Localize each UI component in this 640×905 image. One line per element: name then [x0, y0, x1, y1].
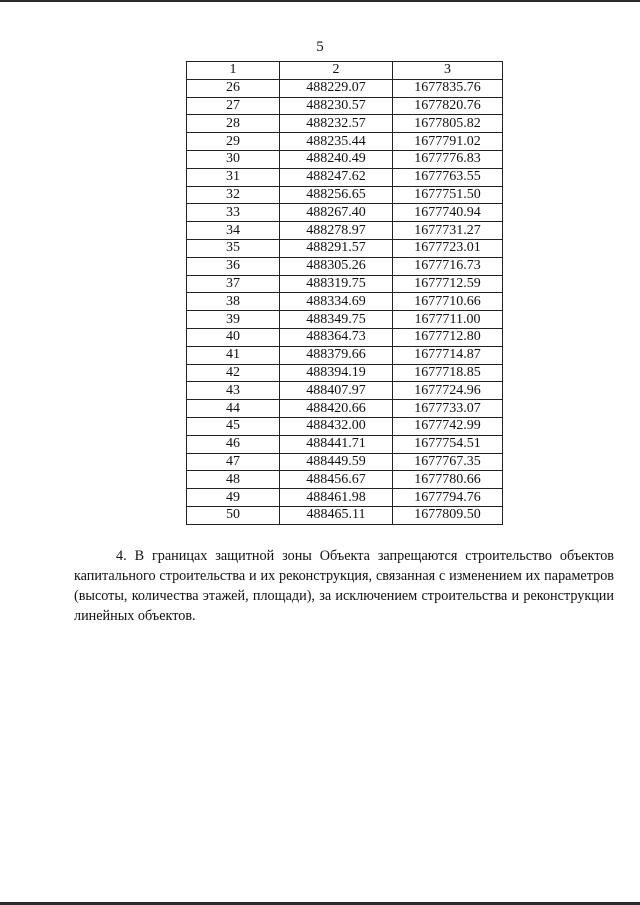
table-row	[187, 382, 503, 400]
y-coordinate-cell: 1677754.51	[393, 435, 503, 453]
y-coordinate-cell: 1677794.76	[393, 489, 503, 507]
y-coordinate-cell: 1677763.55	[393, 168, 503, 186]
column-header-y: 3	[393, 62, 503, 80]
table-row	[187, 328, 503, 346]
table-row	[187, 400, 503, 418]
x-coordinate-cell: 488379.66	[280, 346, 393, 364]
point-number-cell: 47	[187, 453, 280, 471]
table-row	[187, 79, 503, 97]
x-coordinate-cell: 488465.11	[280, 506, 393, 524]
x-coordinate-cell: 488229.07	[280, 79, 393, 97]
x-coordinate-cell: 488305.26	[280, 257, 393, 275]
x-coordinate-cell: 488235.44	[280, 133, 393, 151]
table-body	[187, 79, 503, 524]
table-row	[187, 257, 503, 275]
x-coordinate-cell: 488394.19	[280, 364, 393, 382]
point-number-cell: 36	[187, 257, 280, 275]
y-coordinate-cell: 1677711.00	[393, 311, 503, 329]
table-row	[187, 293, 503, 311]
y-coordinate-cell: 1677820.76	[393, 97, 503, 115]
point-number-cell: 35	[187, 239, 280, 257]
x-coordinate-cell: 488267.40	[280, 204, 393, 222]
point-number-cell: 32	[187, 186, 280, 204]
x-coordinate-cell: 488334.69	[280, 293, 393, 311]
y-coordinate-cell: 1677767.35	[393, 453, 503, 471]
y-coordinate-cell: 1677791.02	[393, 133, 503, 151]
table-row	[187, 417, 503, 435]
y-coordinate-cell: 1677723.01	[393, 239, 503, 257]
table-row	[187, 186, 503, 204]
x-coordinate-cell: 488420.66	[280, 400, 393, 418]
table-row	[187, 222, 503, 240]
table-row	[187, 453, 503, 471]
table-row	[187, 275, 503, 293]
point-number-cell: 26	[187, 79, 280, 97]
table-row	[187, 346, 503, 364]
y-coordinate-cell: 1677740.94	[393, 204, 503, 222]
point-number-cell: 27	[187, 97, 280, 115]
x-coordinate-cell: 488256.65	[280, 186, 393, 204]
point-number-cell: 42	[187, 364, 280, 382]
y-coordinate-cell: 1677751.50	[393, 186, 503, 204]
x-coordinate-cell: 488364.73	[280, 328, 393, 346]
x-coordinate-cell: 488407.97	[280, 382, 393, 400]
point-number-cell: 45	[187, 417, 280, 435]
point-number-cell: 39	[187, 311, 280, 329]
x-coordinate-cell: 488319.75	[280, 275, 393, 293]
table-row	[187, 506, 503, 524]
x-coordinate-cell: 488230.57	[280, 97, 393, 115]
y-coordinate-cell: 1677809.50	[393, 506, 503, 524]
y-coordinate-cell: 1677835.76	[393, 79, 503, 97]
column-header-x: 2	[280, 62, 393, 80]
point-number-cell: 34	[187, 222, 280, 240]
point-number-cell: 46	[187, 435, 280, 453]
x-coordinate-cell: 488232.57	[280, 115, 393, 133]
point-number-cell: 50	[187, 506, 280, 524]
y-coordinate-cell: 1677724.96	[393, 382, 503, 400]
table-row	[187, 97, 503, 115]
x-coordinate-cell: 488432.00	[280, 417, 393, 435]
table-row	[187, 133, 503, 151]
x-coordinate-cell: 488247.62	[280, 168, 393, 186]
y-coordinate-cell: 1677710.66	[393, 293, 503, 311]
point-number-cell: 30	[187, 150, 280, 168]
restriction-paragraph: 4. В границах защитной зоны Объекта запрещаются строительство объектов капитального строительства и их реконструкция, связанная с изменением их параметров (высоты, количества этажей, площади), за исключением строительства и реконструкции линейных объектов.	[74, 548, 614, 624]
point-number-cell: 28	[187, 115, 280, 133]
point-number-cell: 43	[187, 382, 280, 400]
y-coordinate-cell: 1677716.73	[393, 257, 503, 275]
table-row	[187, 489, 503, 507]
table-row	[187, 115, 503, 133]
table-row	[187, 311, 503, 329]
point-number-cell: 48	[187, 471, 280, 489]
table-row	[187, 364, 503, 382]
point-number-cell: 38	[187, 293, 280, 311]
y-coordinate-cell: 1677714.87	[393, 346, 503, 364]
y-coordinate-cell: 1677733.07	[393, 400, 503, 418]
y-coordinate-cell: 1677805.82	[393, 115, 503, 133]
y-coordinate-cell: 1677780.66	[393, 471, 503, 489]
x-coordinate-cell: 488291.57	[280, 239, 393, 257]
table-row	[187, 471, 503, 489]
x-coordinate-cell: 488456.67	[280, 471, 393, 489]
y-coordinate-cell: 1677742.99	[393, 417, 503, 435]
table-row	[187, 239, 503, 257]
table-header-row	[187, 62, 503, 80]
page-number: 5	[316, 39, 324, 55]
point-number-cell: 49	[187, 489, 280, 507]
x-coordinate-cell: 488449.59	[280, 453, 393, 471]
y-coordinate-cell: 1677712.80	[393, 328, 503, 346]
point-number-cell: 41	[187, 346, 280, 364]
x-coordinate-cell: 488441.71	[280, 435, 393, 453]
column-header-number: 1	[187, 62, 280, 80]
point-number-cell: 33	[187, 204, 280, 222]
scan-top-edge	[0, 0, 640, 2]
point-number-cell: 44	[187, 400, 280, 418]
point-number-cell: 29	[187, 133, 280, 151]
point-number-cell: 40	[187, 328, 280, 346]
table-row	[187, 204, 503, 222]
y-coordinate-cell: 1677718.85	[393, 364, 503, 382]
y-coordinate-cell: 1677776.83	[393, 150, 503, 168]
coordinates-table	[186, 61, 503, 525]
y-coordinate-cell: 1677712.59	[393, 275, 503, 293]
point-number-cell: 31	[187, 168, 280, 186]
y-coordinate-cell: 1677731.27	[393, 222, 503, 240]
table-row	[187, 150, 503, 168]
table-row	[187, 435, 503, 453]
x-coordinate-cell: 488240.49	[280, 150, 393, 168]
table-row	[187, 168, 503, 186]
point-number-cell: 37	[187, 275, 280, 293]
x-coordinate-cell: 488278.97	[280, 222, 393, 240]
x-coordinate-cell: 488349.75	[280, 311, 393, 329]
x-coordinate-cell: 488461.98	[280, 489, 393, 507]
